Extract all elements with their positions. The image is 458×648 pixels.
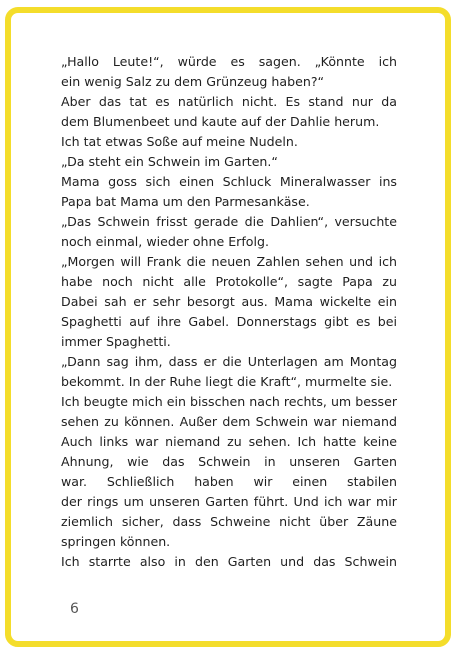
text-line: Auch links war niemand zu sehen. Ich hatte keine — [61, 434, 397, 449]
text-line: Ich starrte also in den Garten und das Schwein — [61, 554, 397, 569]
text-line: ziemlich sicher, dass Schweine nicht über Zäune — [61, 514, 397, 529]
text-line: Mama goss sich einen Schluck Mineralwasser ins — [61, 174, 397, 189]
text-line: Dabei sah er sehr besorgt aus. Mama wickelte ein — [61, 294, 397, 309]
story-text — [61, 52, 397, 572]
text-line: noch einmal, wieder ohne Erfolg. — [61, 234, 269, 249]
text-line: Ahnung, wie das Schwein in unseren Garten — [61, 454, 397, 469]
text-line: „Dann sag ihm, dass er die Unterlagen am Montag — [61, 354, 397, 369]
text-line: sehen zu können. Außer dem Schwein war niemand — [61, 414, 397, 429]
text-line: ein wenig Salz zu dem Grünzeug haben?“ — [61, 74, 325, 89]
text-line: habe noch nicht alle Protokolle“, sagte Papa zu — [61, 274, 397, 289]
text-line: der rings um unseren Garten führt. Und ich war mir — [61, 494, 397, 509]
text-line: bekommt. In der Ruhe liegt die Kraft“, murmelte sie. — [61, 374, 393, 389]
text-line: „Das Schwein frisst gerade die Dahlien“, versuchte — [61, 214, 397, 229]
text-line: Aber das tat es natürlich nicht. Es stand nur da — [61, 94, 397, 109]
text-line: Ich tat etwas Soße auf meine Nudeln. — [61, 134, 298, 149]
text-line: „Morgen will Frank die neuen Zahlen sehen und ich — [61, 254, 397, 269]
text-line: Spaghetti auf ihre Gabel. Donnerstags gibt es bei — [61, 314, 397, 329]
text-line: war. Schließlich haben wir einen stabilen — [61, 474, 397, 489]
text-line: springen können. — [61, 534, 171, 549]
text-line: Papa bat Mama um den Parmesankäse. — [61, 194, 310, 209]
text-line: „Hallo Leute!“, würde es sagen. „Könnte ich — [61, 54, 397, 69]
text-line: dem Blumenbeet und kaute auf der Dahlie herum. — [61, 114, 380, 129]
text-line: immer Spaghetti. — [61, 334, 171, 349]
text-line: Ich beugte mich ein bisschen nach rechts, um besser — [61, 394, 397, 409]
text-line: „Da steht ein Schwein im Garten.“ — [61, 154, 278, 169]
page-number: 6 — [70, 601, 79, 617]
